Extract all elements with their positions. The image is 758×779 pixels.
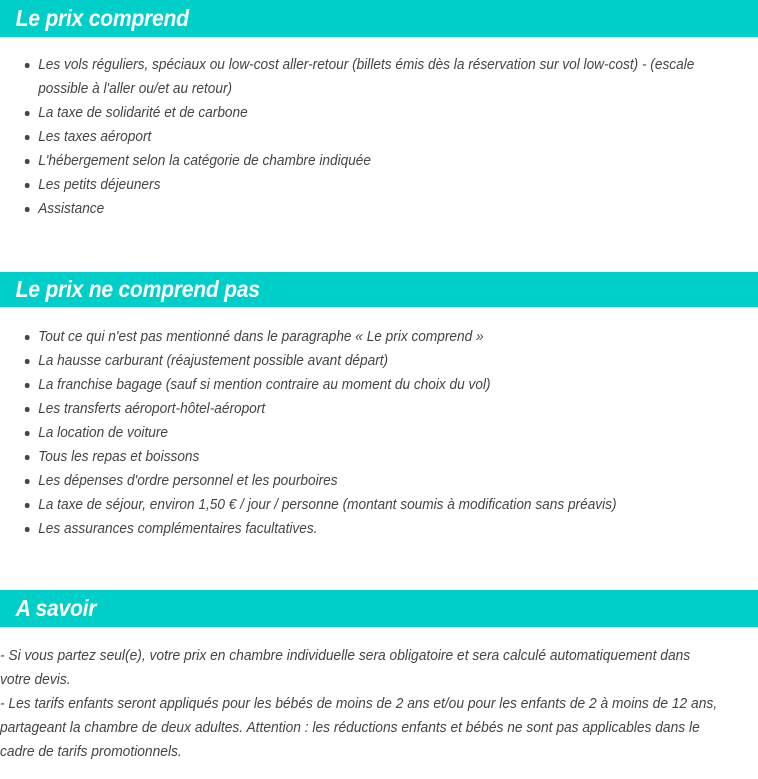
section-body-a-savoir: [0, 644, 758, 764]
list-item: Assistance: [0, 197, 724, 221]
section-header-le-prix-comprend: [0, 0, 758, 37]
list-item: La taxe de solidarité et de carbone: [0, 101, 724, 125]
list-item: Les transferts aéroport-hôtel-aéroport: [0, 397, 724, 421]
list-item: Les dépenses d'ordre personnel et les pourboires: [0, 469, 724, 493]
list-item: La location de voiture: [0, 421, 724, 445]
list-item: La franchise bagage (sauf si mention contraire au moment du choix du vol): [0, 373, 724, 397]
section-header-le-prix-ne-comprend-pas: [0, 272, 758, 307]
section-body-le-prix-ne-comprend-pas: [0, 325, 758, 541]
note-paragraph: - Les tarifs enfants seront appliqués pour les bébés de moins de 2 ans et/ou pour les enfants de 2 à moins de 12 ans, partageant la chambre de deux adultes. Attention : les réductions enfants et bébés ne sont pas applicables dans le cadre de tarifs promotionnels.: [0, 696, 718, 760]
section-header-a-savoir: [0, 590, 758, 627]
list-item: Les vols réguliers, spéciaux ou low-cost aller-retour (billets émis dès la réservation sur vol low-cost) - (escale possible à l'aller ou/et au retour): [0, 53, 724, 101]
list-item: La taxe de séjour, environ 1,50 € / jour / personne (montant soumis à modification sans préavis): [0, 493, 724, 517]
list-item: Tout ce qui n'est pas mentionné dans le paragraphe « Le prix comprend »: [0, 325, 724, 349]
section-body-le-prix-comprend: [0, 53, 758, 221]
section-title-le-prix-ne-comprend-pas: Le prix ne comprend pas: [15, 276, 260, 302]
included-items-list: [0, 53, 758, 221]
list-item: Les assurances complémentaires facultatives.: [0, 517, 724, 541]
list-item: Les taxes aéroport: [0, 125, 724, 149]
list-item: La hausse carburant (réajustement possible avant départ): [0, 349, 724, 373]
section-title-a-savoir: A savoir: [15, 595, 97, 621]
section-title-le-prix-comprend: Le prix comprend: [15, 5, 189, 31]
list-item: Tous les repas et boissons: [0, 445, 724, 469]
excluded-items-list: [0, 325, 758, 541]
note-paragraph: - Si vous partez seul(e), votre prix en chambre individuelle sera obligatoire et sera calculé automatiquement dans votre devis.: [0, 648, 691, 688]
list-item: Les petits déjeuners: [0, 173, 724, 197]
list-item: L'hébergement selon la catégorie de chambre indiquée: [0, 149, 724, 173]
